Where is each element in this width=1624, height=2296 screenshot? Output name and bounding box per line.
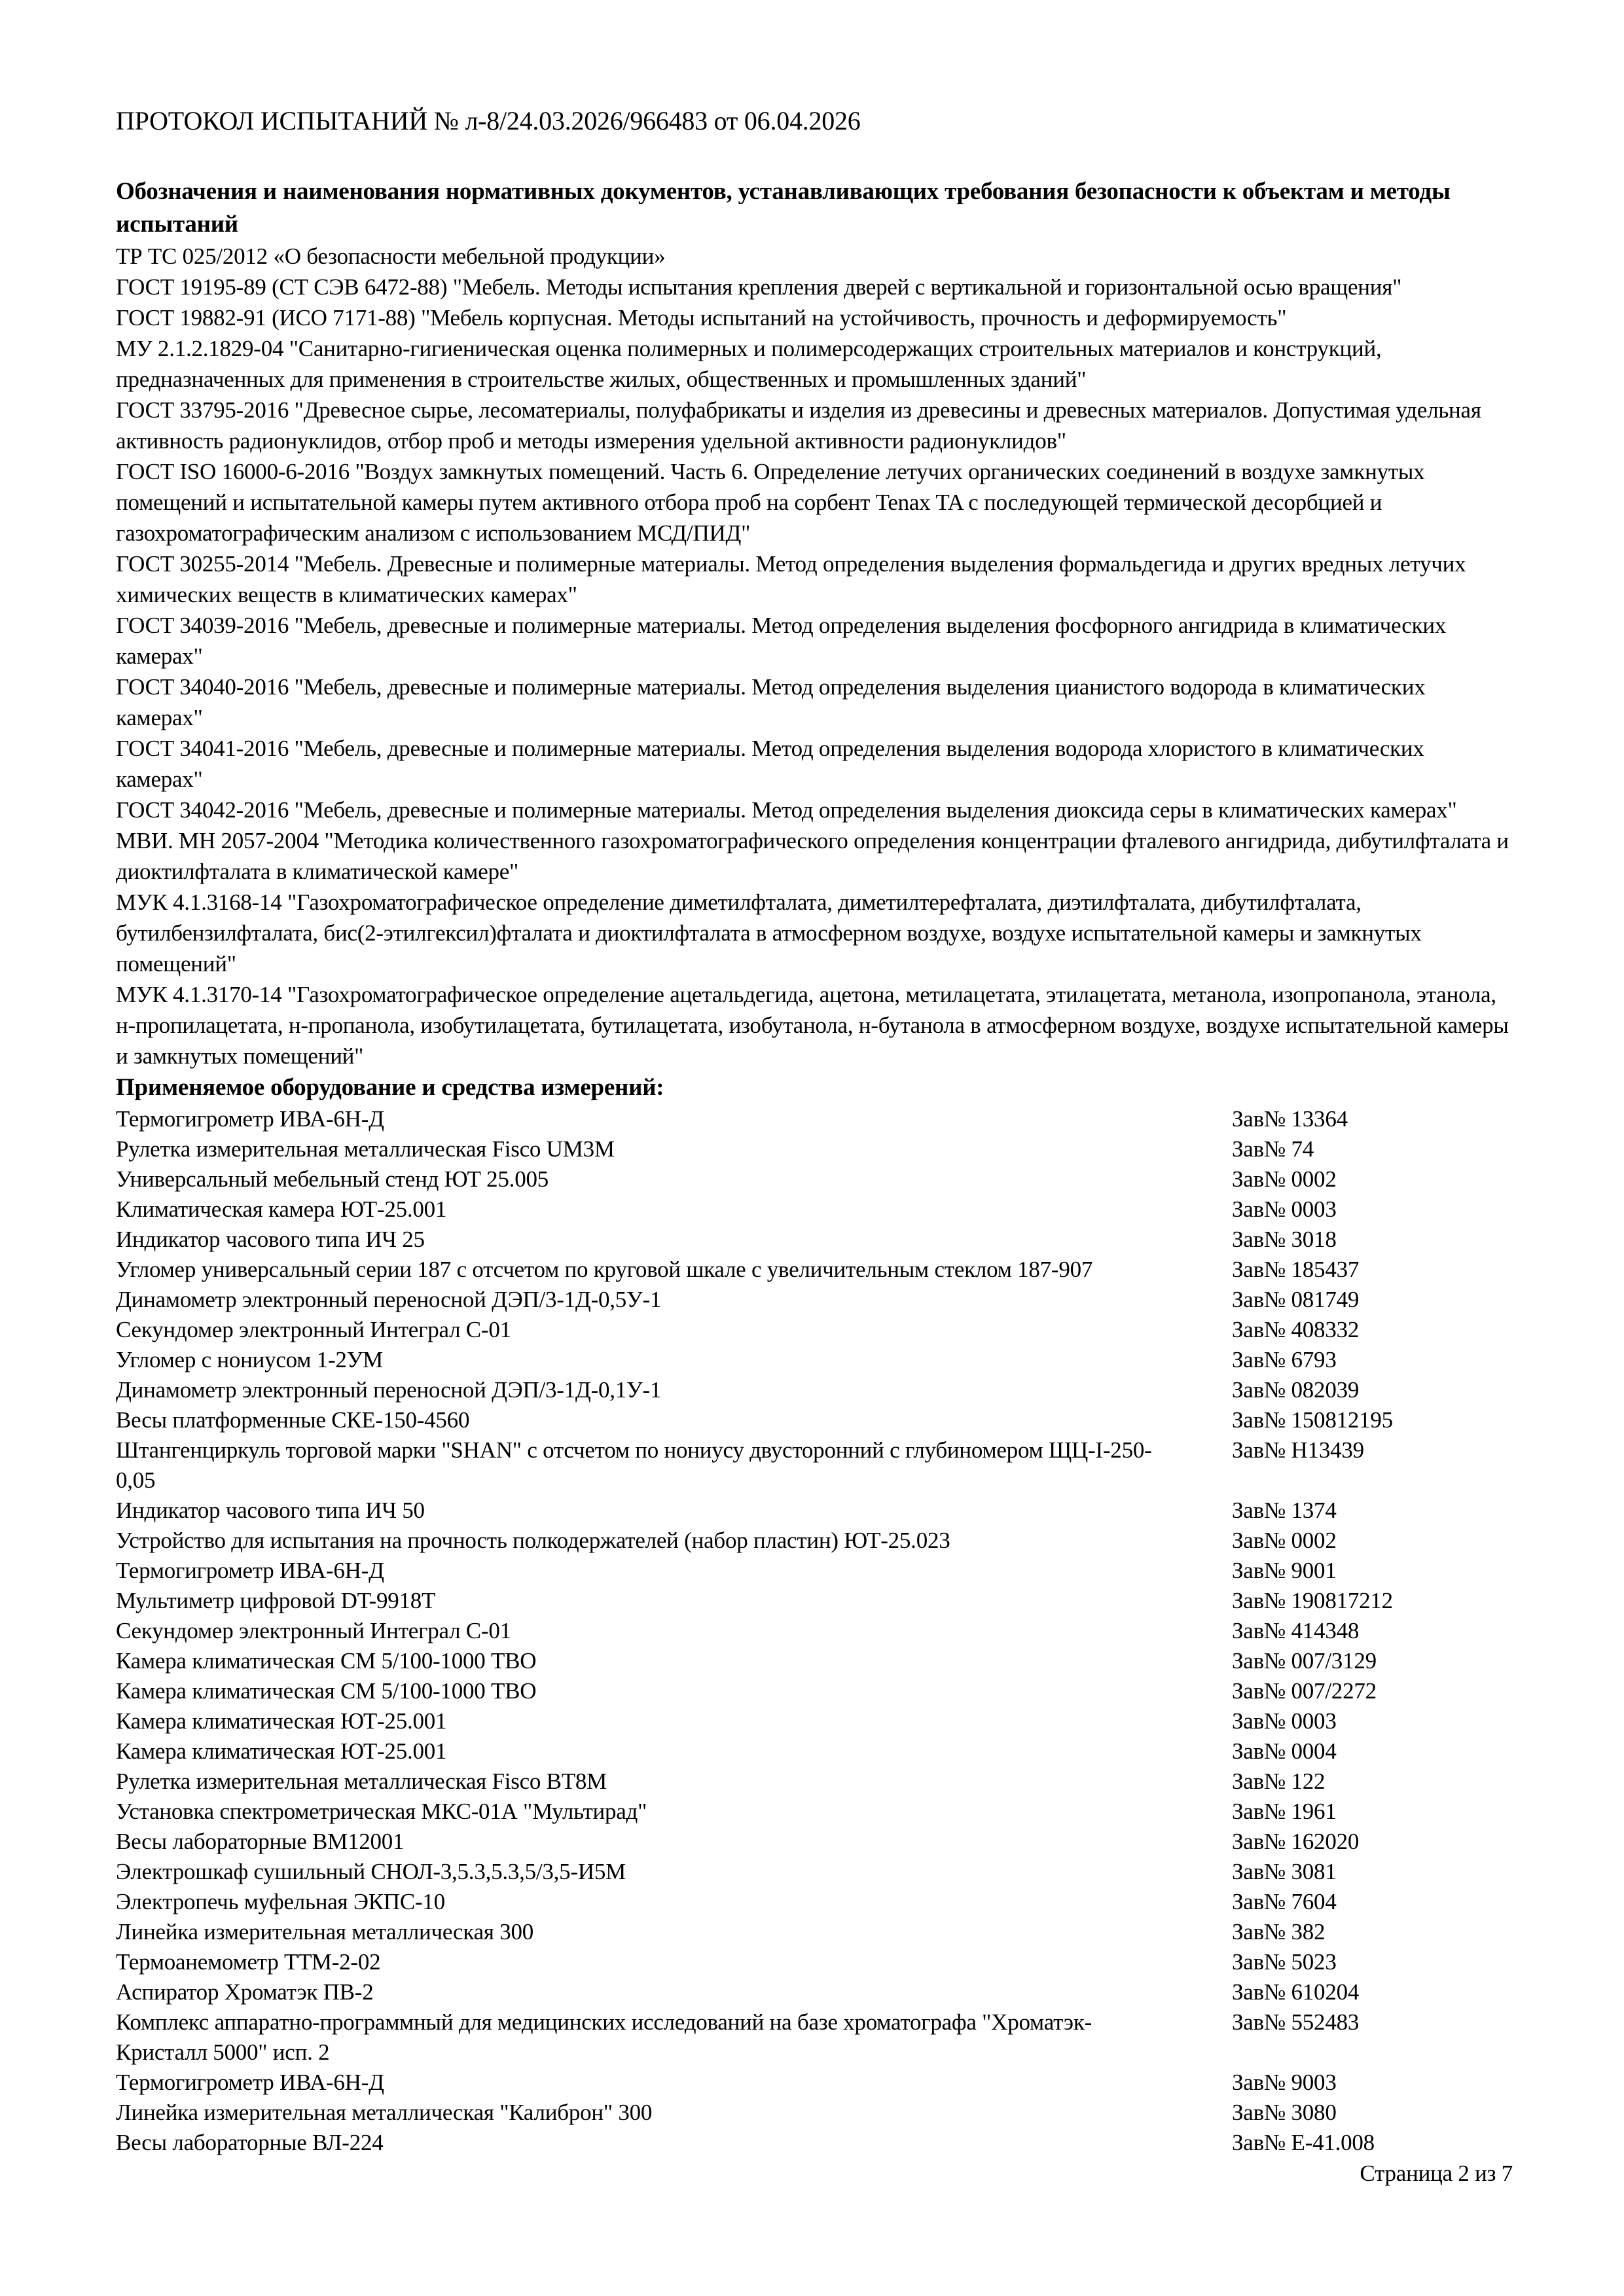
equipment-serial-number: Зав№ 122: [1232, 1768, 1326, 1794]
equipment-row: [116, 1405, 1513, 1435]
equipment-serial-number: Зав№ 007/2272: [1232, 1678, 1377, 1704]
equipment-serial-number: Зав№ 1374: [1232, 1498, 1337, 1523]
equipment-name: Линейка измерительная металлическая "Калиброн" 300: [116, 2100, 653, 2125]
equipment-row: [116, 1827, 1513, 1857]
equipment-row: [116, 1857, 1513, 1887]
equipment-serial-number: Зав№ 0002: [1232, 1528, 1337, 1553]
equipment-row: [116, 1225, 1513, 1255]
equipment-name: Мультиметр цифровой DT-9918T: [116, 1588, 436, 1613]
equipment-name: Устройство для испытания на прочность полкодержателей (набор пластин) ЮТ-25.023: [116, 1528, 950, 1553]
equipment-name: Камера климатическая СМ 5/100-1000 ТВО: [116, 1678, 537, 1704]
equipment-serial-number: Зав№ 5023: [1232, 1949, 1337, 1975]
normative-document-entry: ГОСТ 34040-2016 "Мебель, древесные и полимерные материалы. Метод определения выделения цианистого водорода в климатических камерах": [116, 674, 1426, 730]
equipment-name: Штангенциркуль торговой марки "SHAN" с отсчетом по нониусу двусторонний с глубиномером ЩЦ-I-250-0,05: [116, 1437, 1152, 1493]
equipment-serial-number: Зав№ 007/3129: [1232, 1648, 1377, 1674]
equipment-row: [116, 1285, 1513, 1315]
equipment-serial-number: Зав№ Е-41.008: [1232, 2130, 1375, 2155]
equipment-serial-number: Зав№ Н13439: [1232, 1437, 1364, 1463]
equipment-serial-number: Зав№ 185437: [1232, 1257, 1360, 1282]
equipment-name: Весы лабораторные ВМ12001: [116, 1829, 405, 1854]
equipment-row: [116, 1164, 1513, 1194]
equipment-serial-number: Зав№ 3080: [1232, 2100, 1337, 2125]
equipment-name: Весы платформенные СКЕ-150-4560: [116, 1407, 470, 1433]
equipment-name: Камера климатическая СМ 5/100-1000 ТВО: [116, 1648, 537, 1674]
equipment-name: Весы лабораторные ВЛ-224: [116, 2130, 384, 2155]
equipment-serial-number: Зав№ 7604: [1232, 1889, 1337, 1914]
equipment-serial-number: Зав№ 9001: [1232, 1558, 1337, 1583]
equipment-row: [116, 2068, 1513, 2098]
equipment-row: [116, 1255, 1513, 1285]
normative-document-entry: МВИ. МН 2057-2004 "Методика количественного газохроматографического определения концентрации фталевого ангидрида, дибутилфталата и диоктилфталата в климатической камере": [116, 828, 1509, 884]
equipment-row: [116, 1435, 1513, 1496]
equipment-serial-number: Зав№ 9003: [1232, 2070, 1337, 2095]
equipment-serial-number: Зав№ 414348: [1232, 1618, 1360, 1643]
page-number: Страница 2 из 7: [1360, 2161, 1513, 2186]
equipment-name: Рулетка измерительная металлическая Fisco UM3M: [116, 1136, 615, 1162]
equipment-serial-number: Зав№ 3018: [1232, 1227, 1337, 1252]
equipment-serial-number: Зав№ 74: [1232, 1136, 1314, 1162]
equipment-row: [116, 1767, 1513, 1797]
equipment-row: [116, 1586, 1513, 1616]
equipment-section-heading: Применяемое оборудование и средства измерений:: [116, 1074, 664, 1101]
equipment-name: Термоанемометр ТТМ-2-02: [116, 1949, 381, 1975]
equipment-name: Универсальный мебельный стенд ЮТ 25.005: [116, 1166, 549, 1192]
normative-document-entry: ГОСТ 33795-2016 "Древесное сырье, лесоматериалы, полуфабрикаты и изделия из древесины и древесных материалов. Допустимая удельная активность радионуклидов, отбор проб и методы измерения удельной активности радионуклидов": [116, 397, 1481, 454]
equipment-serial-number: Зав№ 408332: [1232, 1317, 1360, 1342]
equipment-serial-number: Зав№ 082039: [1232, 1377, 1360, 1403]
equipment-row: [116, 1556, 1513, 1586]
equipment-row: [116, 1646, 1513, 1676]
equipment-serial-number: Зав№ 3081: [1232, 1859, 1337, 1884]
normative-document-entry: ГОСТ 30255-2014 "Мебель. Древесные и полимерные материалы. Метод определения выделения формальдегида и других вредных летучих химических веществ в климатических камерах": [116, 551, 1466, 607]
equipment-row: [116, 1736, 1513, 1767]
equipment-serial-number: Зав№ 0002: [1232, 1166, 1337, 1192]
normative-document-entry: ГОСТ 19195-89 (СТ СЭВ 6472-88) "Мебель. Методы испытания крепления дверей с вертикальной и горизонтальной осью вращения": [116, 274, 1402, 300]
equipment-name: Рулетка измерительная металлическая Fisco BT8M: [116, 1768, 607, 1794]
equipment-name: Камера климатическая ЮТ-25.001: [116, 1738, 447, 1764]
equipment-table: [116, 1104, 1513, 2158]
equipment-section: [116, 1071, 1513, 2158]
normative-document-entry: МУК 4.1.3170-14 "Газохроматографическое определение ацетальдегида, ацетона, метилацетата, этилацетата, метанола, изопропанола, этанола, н-пропилацетата, н-пропанола, изобутилацетата, бутилацетата, изобутанола, н-бутанола в атмосферном воздухе, воздухе испытательной камеры и замкнутых помещений": [116, 982, 1509, 1069]
normative-document-entry: ГОСТ 34042-2016 "Мебель, древесные и полимерные материалы. Метод определения выделения диоксида серы в климатических камерах": [116, 797, 1457, 823]
equipment-serial-number: Зав№ 162020: [1232, 1829, 1360, 1854]
equipment-name: Динамометр электронный переносной ДЭП/3-1Д-0,1У-1: [116, 1377, 662, 1403]
equipment-serial-number: Зав№ 382: [1232, 1919, 1326, 1945]
equipment-name: Секундомер электронный Интеграл С-01: [116, 1317, 511, 1342]
equipment-row: [116, 1496, 1513, 1526]
equipment-serial-number: Зав№ 13364: [1232, 1106, 1348, 1132]
equipment-row: [116, 1797, 1513, 1827]
equipment-name: Установка спектрометрическая МКС-01А "Мультирад": [116, 1799, 647, 1824]
equipment-row: [116, 1676, 1513, 1706]
equipment-name: Индикатор часового типа ИЧ 25: [116, 1227, 425, 1252]
normative-document-entry: ТР ТС 025/2012 «О безопасности мебельной продукции»: [116, 243, 666, 269]
equipment-row: [116, 2128, 1513, 2158]
equipment-name: Динамометр электронный переносной ДЭП/3-1Д-0,5У-1: [116, 1287, 662, 1312]
equipment-row: [116, 1315, 1513, 1345]
equipment-name: Аспиратор Хроматэк ПВ-2: [116, 1979, 374, 2005]
equipment-row: [116, 1706, 1513, 1736]
normative-document-entry: МУК 4.1.3168-14 "Газохроматографическое определение диметилфталата, диметилтерефталата, диэтилфталата, дибутилфталата, бутилбензилфталата, бис(2-этилгексил)фталата и диоктилфталата в атмосферном воздухе, воздухе испытательной камеры и замкнутых помещений": [116, 889, 1422, 977]
equipment-name: Угломер универсальный серии 187 с отсчетом по круговой шкале с увеличительным стеклом 187-907: [116, 1257, 1093, 1282]
equipment-row: [116, 2098, 1513, 2128]
normative-document-list: [116, 241, 1513, 1071]
equipment-serial-number: Зав№ 0003: [1232, 1196, 1337, 1222]
equipment-serial-number: Зав№ 0003: [1232, 1708, 1337, 1734]
normative-document-entry: ГОСТ 34039-2016 "Мебель, древесные и полимерные материалы. Метод определения выделения фосфорного ангидрида в климатических камерах": [116, 613, 1447, 669]
normative-document-entry: ГОСТ 19882-91 (ИСО 7171-88) "Мебель корпусная. Методы испытаний на устойчивость, прочность и деформируемость": [116, 305, 1287, 331]
equipment-row: [116, 1887, 1513, 1917]
equipment-row: [116, 2007, 1513, 2068]
equipment-row: [116, 1947, 1513, 1977]
equipment-name: Угломер с нониусом 1-2УМ: [116, 1347, 384, 1372]
equipment-name: Электропечь муфельная ЭКПС-10: [116, 1889, 445, 1914]
equipment-serial-number: Зав№ 610204: [1232, 1979, 1360, 2005]
normative-section: [116, 175, 1513, 1071]
equipment-row: [116, 1104, 1513, 1134]
equipment-row: [116, 1977, 1513, 2007]
equipment-name: Термогигрометр ИВА-6Н-Д: [116, 2070, 384, 2095]
equipment-name: Секундомер электронный Интеграл С-01: [116, 1618, 511, 1643]
equipment-name: Электрошкаф сушильный СНОЛ-3,5.3,5.3,5/3,5-И5М: [116, 1859, 626, 1884]
page-title: ПРОТОКОЛ ИСПЫТАНИЙ № л-8/24.03.2026/966483 от 06.04.2026: [116, 106, 861, 135]
normative-document-entry: ГОСТ ISO 16000-6-2016 "Воздух замкнутых помещений. Часть 6. Определение летучих органических соединений в воздухе замкнутых помещений и испытательной камеры путем активного отбора проб на сорбент Tenax TA с последующей термической десорбцией и газохроматографическим анализом с использованием МСД/ПИД": [116, 459, 1425, 546]
equipment-row: [116, 1345, 1513, 1375]
equipment-name: Комплекс аппаратно-программный для медицинских исследований на базе хроматографа "Хроматэк-Кристалл 5000" исп. 2: [116, 2009, 1092, 2065]
equipment-name: Термогигрометр ИВА-6Н-Д: [116, 1106, 384, 1132]
equipment-name: Камера климатическая ЮТ-25.001: [116, 1708, 447, 1734]
equipment-row: [116, 1375, 1513, 1405]
equipment-name: Индикатор часового типа ИЧ 50: [116, 1498, 425, 1523]
equipment-name: Климатическая камера ЮТ-25.001: [116, 1196, 447, 1222]
equipment-serial-number: Зав№ 150812195: [1232, 1407, 1393, 1433]
normative-document-entry: ГОСТ 34041-2016 "Мебель, древесные и полимерные материалы. Метод определения выделения водорода хлористого в климатических камерах": [116, 736, 1424, 792]
normative-document-entry: МУ 2.1.2.1829-04 "Санитарно-гигиеническая оценка полимерных и полимерсодержащих строительных материалов и конструкций, предназначенных для применения в строительстве жилых, общественных и промышленных зданий": [116, 336, 1382, 392]
equipment-serial-number: Зав№ 190817212: [1232, 1588, 1393, 1613]
equipment-row: [116, 1194, 1513, 1225]
equipment-row: [116, 1917, 1513, 1947]
equipment-serial-number: Зав№ 0004: [1232, 1738, 1337, 1764]
equipment-serial-number: Зав№ 6793: [1232, 1347, 1337, 1372]
equipment-row: [116, 1526, 1513, 1556]
equipment-serial-number: Зав№ 552483: [1232, 2009, 1360, 2035]
equipment-row: [116, 1616, 1513, 1646]
equipment-serial-number: Зав№ 081749: [1232, 1287, 1360, 1312]
normative-section-heading: Обозначения и наименования нормативных документов, устанавливающих требования безопасности к объектам и методы испытаний: [116, 178, 1451, 238]
equipment-name: Термогигрометр ИВА-6Н-Д: [116, 1558, 384, 1583]
equipment-name: Линейка измерительная металлическая 300: [116, 1919, 534, 1945]
equipment-row: [116, 1134, 1513, 1164]
equipment-serial-number: Зав№ 1961: [1232, 1799, 1337, 1824]
